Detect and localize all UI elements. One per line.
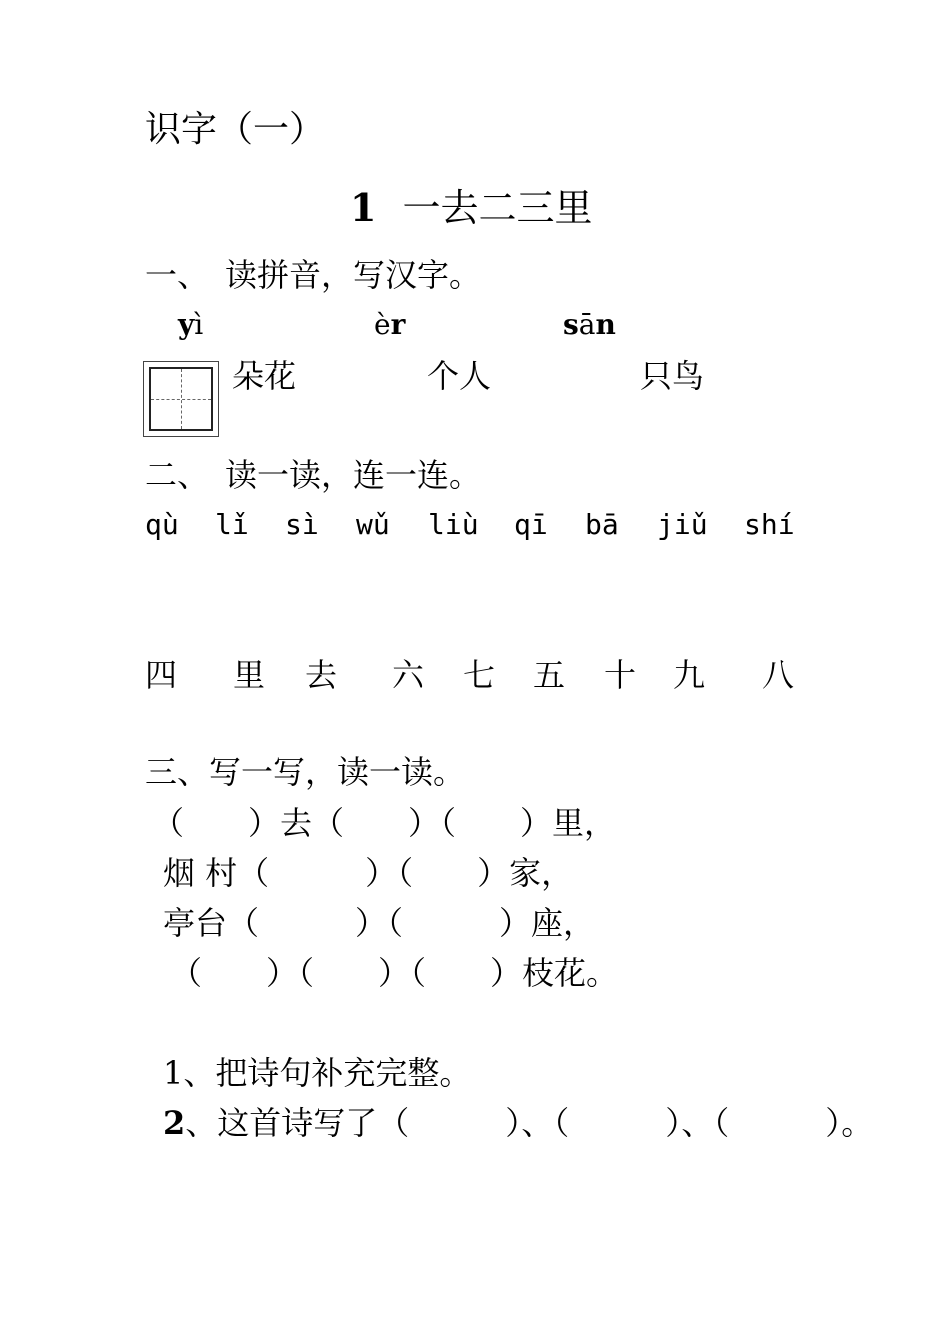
pinyin-ba: bā bbox=[585, 508, 619, 541]
section1-heading: 一、 读拼音，写汉字。 bbox=[145, 256, 482, 294]
pinyin-jiu: jiǔ bbox=[657, 508, 708, 541]
hanzi-jiu: 九 bbox=[673, 656, 706, 694]
hanzi-li: 里 bbox=[233, 656, 266, 694]
pinyin-er-bold: r bbox=[390, 308, 406, 341]
task-1-text: 、把诗句补充完整。 bbox=[183, 1054, 472, 1092]
pinyin-san-bold2: n bbox=[595, 308, 616, 341]
pinyin-wu: wǔ bbox=[356, 508, 390, 541]
pinyin-yi-rest: ì bbox=[194, 308, 204, 341]
writing-grid-inner bbox=[149, 367, 213, 431]
hanzi-ba: 八 bbox=[762, 656, 795, 694]
task-2 bbox=[163, 1103, 873, 1143]
grid-vertical-guide bbox=[181, 369, 182, 429]
section3-heading: 三、写一写，读一读。 bbox=[145, 753, 466, 791]
poem-line-1: （ ）去（ ）（ ）里， bbox=[152, 804, 617, 842]
task-2-number: 2 bbox=[163, 1104, 186, 1142]
hanzi-qi: 七 bbox=[463, 656, 496, 694]
pinyin-san-mid: ā bbox=[578, 308, 596, 341]
lesson-name: 一去二三里 bbox=[402, 186, 593, 230]
hanzi-wu: 五 bbox=[533, 656, 566, 694]
unit-title: 识字（一） bbox=[145, 109, 326, 150]
pinyin-yi-bold: y bbox=[178, 308, 195, 341]
hanzi-qu: 去 bbox=[305, 656, 338, 694]
pinyin-qu: qù bbox=[145, 508, 179, 541]
task-1-number: 1 bbox=[163, 1054, 184, 1092]
word-zhiniao: 只鸟 bbox=[640, 357, 705, 395]
pinyin-li: lǐ bbox=[215, 508, 249, 541]
poem-line-3: 亭台（ ）（ ）座， bbox=[163, 904, 596, 942]
pinyin-qi: qī bbox=[514, 508, 548, 541]
word-duohua: 朵花 bbox=[232, 357, 297, 395]
lesson-number: 1 bbox=[350, 185, 377, 230]
pinyin-si: sì bbox=[285, 508, 319, 541]
lesson-title bbox=[350, 185, 593, 231]
pinyin-liu: liù bbox=[428, 508, 479, 541]
writing-grid-box[interactable] bbox=[143, 361, 219, 437]
pinyin-er bbox=[374, 308, 405, 342]
hanzi-shi: 十 bbox=[604, 656, 637, 694]
pinyin-san bbox=[563, 308, 616, 342]
hanzi-liu: 六 bbox=[392, 656, 425, 694]
section2-heading: 二、 读一读，连一连。 bbox=[145, 456, 482, 494]
poem-line-4: （ ）（ ）（ ）枝花。 bbox=[170, 954, 619, 992]
poem-line-2: 烟 村（ ）（ ）家， bbox=[163, 854, 574, 892]
pinyin-er-rest: è bbox=[374, 308, 391, 341]
task-2-text: 、这首诗写了（ ）、（ ）、（ ）。 bbox=[185, 1104, 874, 1142]
word-geren: 个人 bbox=[427, 357, 492, 395]
pinyin-san-bold1: s bbox=[563, 308, 579, 341]
hanzi-si: 四 bbox=[145, 656, 178, 694]
task-1 bbox=[163, 1053, 471, 1093]
pinyin-shi: shí bbox=[744, 508, 795, 541]
pinyin-yi bbox=[178, 308, 203, 342]
